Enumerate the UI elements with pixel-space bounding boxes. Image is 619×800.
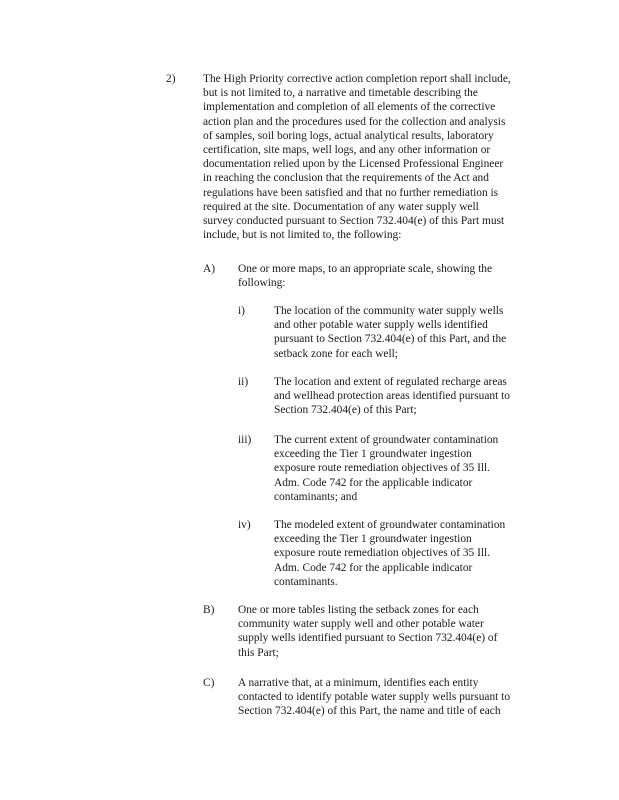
subitem-i-text: The location of the community water supply wells and other potable water supply wells identified pursuant to Section 732.404(e) of this Part, and the setback zone for each well; xyxy=(274,305,507,360)
item-a-label: A) xyxy=(203,263,216,275)
item-c-label: C) xyxy=(203,677,215,689)
subitem-i-label: i) xyxy=(238,305,245,317)
subitem-ii-text: The location and extent of regulated recharge areas and wellhead protection areas identified pursuant to Section 732.404(e) of this Part; xyxy=(274,376,510,417)
subitem-iv-label: iv) xyxy=(238,519,251,531)
item-c-text: A narrative that, at a minimum, identifies each entity contacted to identify potable water supply wells pursuant to Section 732.404(e) of this Part, the name and title of each xyxy=(238,677,511,718)
paragraph-2-text: The High Priority corrective action completion report shall include, but is not limited to, a narrative and timetable describing the implementation and completion of all elements of the corrective action plan and the procedures used for the collection and analysis of samples, soil boring logs, actual analytical results, laboratory certification, site maps, well logs, and any other information or documentation relied upon by the Licensed Professional Engineer in reaching the conclusion that the requirements of the Act and regulations have been satisfied and that no further remediation is required at the site. Documentation of any water supply well survey conducted pursuant to Section 732.404(e) of this Part must include, but is not limited to, the following: xyxy=(203,73,511,242)
subitem-iv-text: The modeled extent of groundwater contamination exceeding the Tier 1 groundwater ingestion exposure route remediation objectives of 35 Ill. Adm. Code 742 for the applicable indicator contaminants. xyxy=(274,519,506,588)
item-b-label: B) xyxy=(203,604,215,616)
paragraph-2-label: 2) xyxy=(166,73,176,85)
item-b-text: One or more tables listing the setback zones for each community water supply well and other potable water supply wells identified pursuant to Section 732.404(e) of this Part; xyxy=(238,604,498,659)
subitem-iii-label: iii) xyxy=(238,434,252,446)
item-a-text: One or more maps, to an appropriate scale, showing the following: xyxy=(238,263,492,290)
subitem-ii-label: ii) xyxy=(238,376,249,388)
subitem-iii-text: The current extent of groundwater contamination exceeding the Tier 1 groundwater ingestion exposure route remediation objectives of 35 Ill. Adm. Code 742 for the applicable indicator contaminants; and xyxy=(274,434,499,503)
